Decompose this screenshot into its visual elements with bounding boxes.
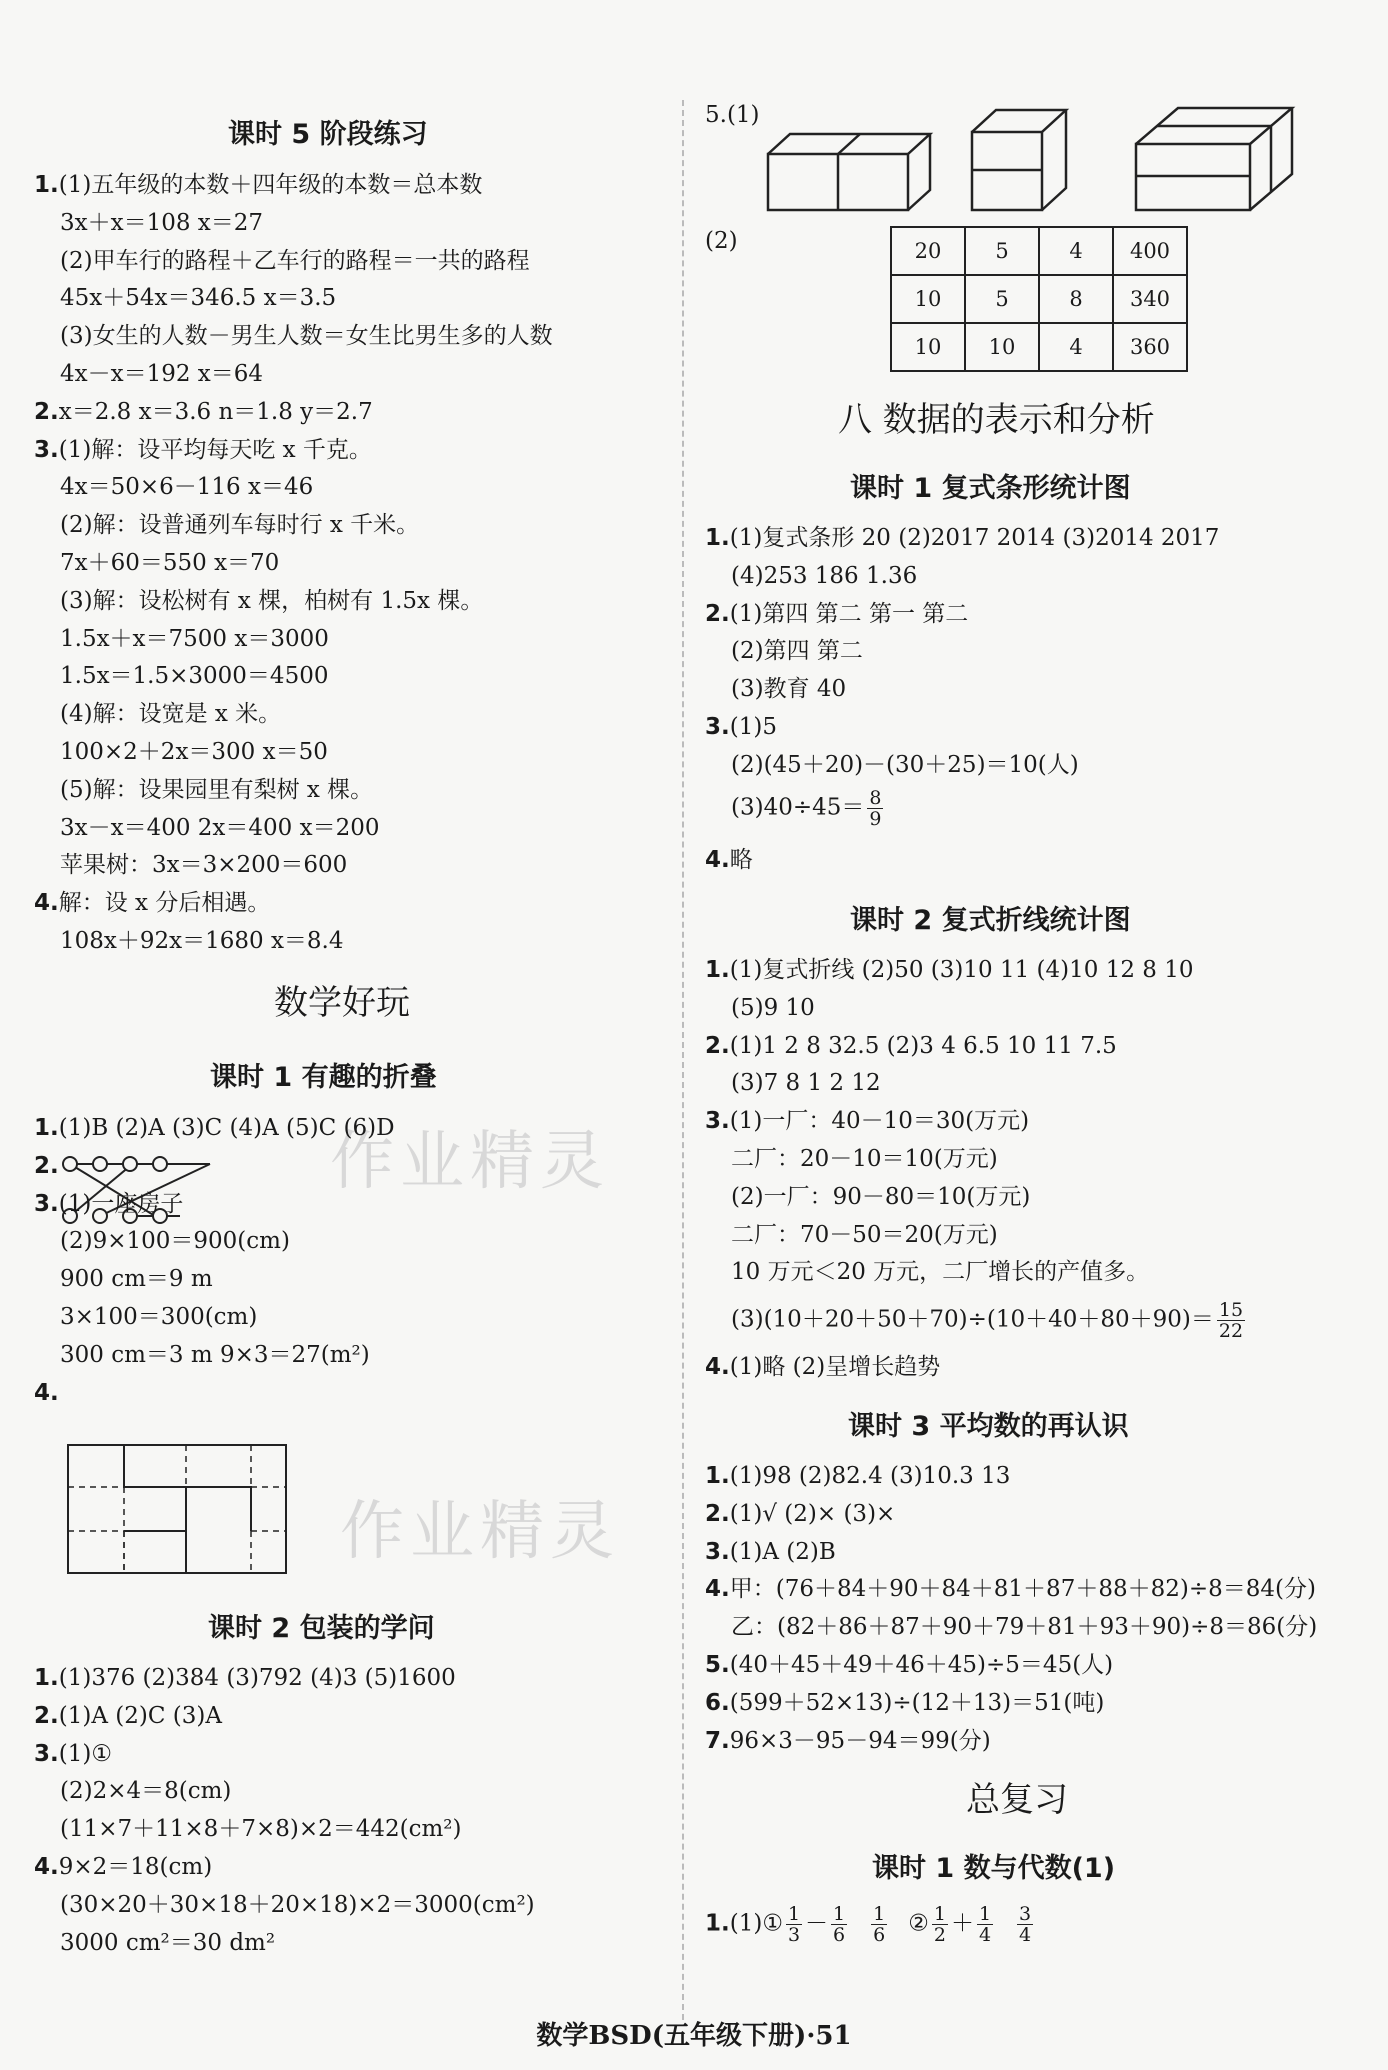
section-title-review: 总复习: [966, 1780, 1068, 1820]
section-title-math-fun: 数学好玩: [274, 983, 410, 1023]
table-cell: 10: [965, 323, 1039, 371]
answer-text: 10 万元＜20 万元，二厂增长的产值多。: [731, 1259, 1150, 1286]
answer-text: 3x－x＝400 2x＝400 x＝200: [60, 814, 380, 841]
fraction-numerator: 1: [833, 1903, 846, 1925]
answer-line: [60, 813, 379, 843]
answer-text: 900 cm＝9 m: [60, 1266, 213, 1293]
answer-line: [731, 993, 815, 1023]
answer-line: [60, 510, 419, 540]
answer-text: (2)第四 第二: [731, 638, 863, 665]
answer-text: (1)376 (2)384 (3)792 (4)3 (5)1600: [58, 1665, 456, 1691]
answer-line: [60, 699, 281, 729]
answer-text: 甲：(76＋84＋90＋84＋81＋87＋88＋82)÷8＝84(分): [729, 1576, 1316, 1603]
question-number: 1.: [34, 1665, 59, 1691]
answer-line: [34, 888, 270, 918]
answer-line: [60, 1264, 213, 1294]
answer-text: (1)复式条形 20 (2)2017 2014 (3)2014 2017: [729, 525, 1220, 551]
answer-line: [34, 1151, 59, 1181]
fraction: [871, 1904, 887, 1945]
watermark: 作业精灵: [330, 1125, 610, 1199]
question-number: 1.: [34, 172, 59, 198]
question-number: 6.: [705, 1689, 730, 1716]
answer-text: (3)40÷45＝: [731, 794, 865, 821]
question-number: 2.: [705, 600, 730, 627]
question-number: 4.: [705, 1576, 730, 1603]
answer-line: [60, 1890, 535, 1920]
answer-line: [731, 788, 886, 829]
section-title-numbers-algebra: 课时 1 数与代数(1): [872, 1853, 1116, 1884]
answer-line: [705, 523, 1219, 553]
question-number: 2.: [34, 398, 59, 425]
answer-text: (2)甲车行的路程＋乙车行的路程＝一共的路程: [60, 247, 530, 274]
answer-text: 二厂：70－50＝20(万元): [731, 1221, 998, 1248]
table-cell: 10: [891, 275, 965, 323]
cuboid-diagrams: [762, 98, 1362, 222]
question-number: 3.: [34, 1190, 59, 1217]
answer-line: [60, 1302, 257, 1332]
q5-label-2: (2): [705, 228, 738, 254]
answer-text: (3)女生的人数－男生人数＝女生比男生多的人数: [60, 323, 553, 350]
answer-text: 3x＋x＝108 x＝27: [60, 209, 264, 236]
table-cell: 5: [965, 227, 1039, 275]
answer-text: (1)一厂：40－10＝30(万元): [729, 1108, 1030, 1135]
answer-text: (3)教育 40: [731, 676, 847, 703]
answer-table: [890, 226, 1188, 372]
answer-line: [705, 1106, 1029, 1136]
fraction: [1217, 1300, 1245, 1341]
question-number: 4.: [705, 847, 730, 873]
answer-line: [731, 561, 917, 591]
question-number: 7.: [705, 1727, 730, 1754]
answer-text: (3)解：设松树有 x 棵，柏树有 1.5x 棵。: [60, 587, 484, 614]
answer-text: (2)9×100＝900(cm): [60, 1228, 290, 1255]
answer-line: [731, 636, 863, 666]
answer-line: [705, 845, 753, 875]
question-number: 1.: [705, 1910, 730, 1937]
answer-line: [60, 850, 347, 880]
operator: －: [805, 1910, 829, 1937]
answer-text: (3)(10＋20＋50＋70)÷(10＋40＋80＋90)＝: [731, 1306, 1214, 1333]
table-cell: 10: [891, 323, 965, 371]
answer-line: [60, 246, 530, 276]
fraction-denominator: 4: [978, 1924, 992, 1946]
fraction: [867, 788, 883, 829]
answer-line: [60, 661, 328, 691]
q5-label-1: 5.(1): [705, 102, 760, 128]
answer-line: [60, 1928, 275, 1958]
fraction: [786, 1904, 802, 1945]
table-cell: 400: [1113, 227, 1187, 275]
answer-line: [705, 1574, 1316, 1604]
question-number: 3.: [34, 436, 59, 463]
answer-text: (30×20＋30×18＋20×18)×2＝3000(cm²): [60, 1891, 535, 1918]
question-number: 1.: [34, 1115, 59, 1141]
question-number: 2.: [34, 1702, 59, 1729]
table-cell: 340: [1113, 275, 1187, 323]
answer-line: [60, 472, 313, 502]
fraction-numerator: 1: [933, 1903, 946, 1925]
answer-text: (1)5: [729, 714, 777, 740]
answer-text: (599＋52×13)÷(12＋13)＝51(吨): [729, 1689, 1105, 1716]
answer-line: [34, 1663, 456, 1693]
answer-line: [705, 1461, 1010, 1491]
fraction-numerator: 1: [873, 1903, 886, 1925]
answer-line: [60, 1226, 290, 1256]
answer-line: [705, 599, 968, 629]
answer-text: 1.5x＝1.5×3000＝4500: [60, 663, 329, 690]
answer-text: 7x＋60＝550 x＝70: [60, 550, 280, 576]
answer-line: [34, 1113, 395, 1143]
fraction: [932, 1904, 948, 1945]
answer-text: (1)√ (2)× (3)×: [729, 1500, 896, 1527]
fraction-numerator: 1: [787, 1903, 801, 1925]
table-cell: 360: [1113, 323, 1187, 371]
question-number: 2.: [705, 1032, 730, 1059]
answer-line: [731, 1144, 998, 1174]
fraction-numerator: 15: [1218, 1299, 1244, 1321]
answer-line: [60, 321, 553, 351]
answer-text: (1)1 2 8 32.5 (2)3 4 6.5 10 11 7.5: [729, 1032, 1117, 1059]
fraction: [1017, 1904, 1033, 1945]
fraction: [977, 1904, 993, 1945]
answer-text: (2)(45＋20)－(30＋25)＝10(人): [731, 751, 1079, 778]
answer-line: [60, 1340, 370, 1370]
answer-text: 9×2＝18(cm): [58, 1854, 213, 1880]
section-title-packaging: 课时 2 包装的学问: [208, 1613, 435, 1644]
answer-text: 4x－x＝192 x＝64: [60, 361, 264, 387]
fold-net-grid: [66, 1443, 288, 1577]
answer-text: (1)A (2)B: [729, 1538, 836, 1565]
answer-text: 3000 cm²＝30 dm²: [60, 1929, 276, 1956]
table-row: [891, 323, 1187, 371]
answer-line: [60, 548, 279, 578]
answer-text: (3)7 8 1 2 12: [731, 1070, 881, 1097]
answer-line: [731, 1257, 1149, 1287]
fraction-numerator: 3: [1019, 1903, 1032, 1925]
fraction-denominator: 2: [933, 1924, 946, 1946]
answer-line: [731, 750, 1079, 780]
answer-line: [60, 737, 328, 767]
section-title-bar-chart: 课时 1 复式条形统计图: [850, 473, 1131, 504]
chapter-title: 八 数据的表示和分析: [838, 400, 1155, 440]
answer-text: (5)解：设果园里有梨树 x 棵。: [60, 776, 374, 803]
answer-text: ②: [908, 1910, 929, 1937]
fraction-denominator: 3: [787, 1924, 801, 1946]
answer-text: x＝2.8 x＝3.6 n＝1.8 y＝2.7: [58, 398, 373, 425]
answer-text: 略: [729, 847, 753, 873]
answer-line: [731, 1220, 998, 1250]
answer-text: (1)第四 第二 第一 第二: [729, 600, 969, 627]
answer-text: (4)解：设宽是 x 米。: [60, 701, 282, 728]
answer-line: [34, 1378, 59, 1408]
section-title-lesson5: 课时 5 阶段练习: [228, 119, 428, 150]
answer-text: 3×100＝300(cm): [60, 1304, 258, 1330]
answer-line: [34, 435, 372, 465]
answer-line: [705, 1537, 836, 1567]
answer-text: 4x＝50×6－116 x＝46: [60, 474, 314, 501]
answer-text: 96×3－95－94＝99(分): [729, 1727, 991, 1754]
answer-line: [705, 1650, 1113, 1680]
answer-text: 100×2＋2x＝300 x＝50: [60, 739, 328, 765]
answer-text: (5)9 10: [731, 994, 815, 1021]
table-cell: 8: [1039, 275, 1113, 323]
answer-line: [731, 1182, 1030, 1212]
table-row: [891, 275, 1187, 323]
question-number: 4.: [34, 1854, 59, 1880]
answer-line: [60, 775, 373, 805]
answer-line: [60, 624, 329, 654]
fraction-denominator: 6: [833, 1924, 846, 1946]
answer-text: (11×7＋11×8＋7×8)×2＝442(cm²): [60, 1816, 462, 1843]
question-number: 4.: [34, 1379, 59, 1406]
answer-line: [705, 1688, 1104, 1718]
answer-text: (1)B (2)A (3)C (4)A (5)C (6)D: [58, 1115, 395, 1141]
answer-text: (2)一厂：90－80＝10(万元): [731, 1183, 1031, 1210]
answer-line: [705, 1726, 991, 1756]
answer-text: (2)2×4＝8(cm): [60, 1778, 232, 1805]
question-number: 4.: [34, 890, 59, 917]
question-number: 2.: [34, 1152, 59, 1179]
answer-text: (1)解：设平均每天吃 x 千克。: [58, 436, 372, 463]
answer-text: 乙：(82＋86＋87＋90＋79＋81＋93＋90)÷8＝86(分): [731, 1614, 1318, 1641]
fraction-denominator: 9: [869, 808, 882, 830]
fraction-numerator: 1: [978, 1903, 992, 1925]
answer-line: [60, 586, 483, 616]
question-number: 4.: [705, 1354, 730, 1380]
answer-line: [705, 1499, 895, 1529]
answer-line: [705, 1031, 1117, 1061]
answer-text: 45x＋54x＝346.5 x＝3.5: [60, 285, 337, 312]
answer-text: (1)略 (2)呈增长趋势: [729, 1354, 941, 1380]
question-number: 5.: [705, 1652, 730, 1678]
section-title-folding: 课时 1 有趣的折叠: [210, 1062, 437, 1093]
answer-text: (1)一座房子: [58, 1190, 184, 1217]
answer-text: 解：设 x 分后相遇。: [58, 890, 271, 917]
table-cell: 5: [965, 275, 1039, 323]
answer-text: (4)253 186 1.36: [731, 562, 918, 589]
fraction-numerator: 8: [869, 787, 882, 809]
answer-text: (1)复式折线 (2)50 (3)10 11 (4)10 12 8 10: [729, 957, 1194, 983]
fraction-denominator: 6: [873, 1924, 886, 1946]
answer-text: 苹果树：3x＝3×200＝600: [60, 852, 348, 879]
answer-text: (1)A (2)C (3)A: [58, 1702, 222, 1729]
answer-line: [731, 1068, 881, 1098]
question-number: 1.: [705, 525, 730, 551]
answer-line: [705, 712, 777, 742]
question-number: 3.: [34, 1740, 59, 1767]
question-number: 1.: [705, 957, 730, 983]
fraction: [831, 1904, 847, 1945]
column-divider: [682, 100, 684, 2020]
fraction-denominator: 22: [1218, 1320, 1244, 1342]
question-number: 3.: [705, 1538, 730, 1565]
table-cell: 4: [1039, 227, 1113, 275]
watermark: 作业精灵: [340, 1495, 620, 1569]
answer-text: 1.5x＋x＝7500 x＝3000: [60, 625, 329, 652]
question-number: 1.: [705, 1463, 730, 1489]
answer-line: [60, 208, 263, 238]
answer-text: (1)98 (2)82.4 (3)10.3 13: [729, 1463, 1011, 1489]
answer-line: [705, 955, 1193, 985]
answer-line: [60, 1776, 231, 1806]
answer-line: [60, 283, 336, 313]
fraction-denominator: 4: [1019, 1924, 1032, 1946]
question-number: 2.: [705, 1500, 730, 1527]
answer-line: [731, 674, 846, 704]
answer-text: 108x＋92x＝1680 x＝8.4: [60, 928, 344, 954]
answer-text: 二厂：20－10＝10(万元): [731, 1146, 998, 1172]
answer-line: [34, 397, 373, 427]
answer-text: 300 cm＝3 m 9×3＝27(m²): [60, 1341, 370, 1368]
answer-line: [705, 1352, 940, 1382]
answer-line: [731, 1612, 1317, 1642]
section-title-line-chart: 课时 2 复式折线统计图: [850, 905, 1131, 936]
table-cell: 4: [1039, 323, 1113, 371]
answer-line: [731, 1300, 1248, 1341]
answer-text: (40＋45＋49＋46＋45)÷5＝45(人): [729, 1652, 1114, 1678]
question-number: 3.: [705, 714, 730, 740]
table-row: [891, 227, 1187, 275]
answer-line: [34, 1852, 212, 1882]
answer-text: (2)解：设普通列车每时行 x 千米。: [60, 512, 420, 539]
answer-line: [705, 1904, 1036, 1945]
answer-line: [34, 1739, 112, 1769]
question-number: 3.: [705, 1108, 730, 1135]
answer-line: [60, 359, 263, 389]
answer-line: [34, 1701, 222, 1731]
answer-text: (1)①: [729, 1910, 783, 1937]
section-title-average: 课时 3 平均数的再认识: [848, 1411, 1129, 1442]
answer-line: [60, 926, 344, 956]
answer-line: [34, 170, 482, 200]
table-cell: 20: [891, 227, 965, 275]
answer-line: [34, 1189, 183, 1219]
page-footer: 数学BSD(五年级下册)·51: [536, 2021, 852, 2051]
answer-text: (1)①: [58, 1740, 112, 1767]
answer-line: [60, 1814, 462, 1844]
answer-text: (1)五年级的本数＋四年级的本数＝总本数: [58, 172, 483, 198]
operator: ＋: [950, 1910, 974, 1937]
